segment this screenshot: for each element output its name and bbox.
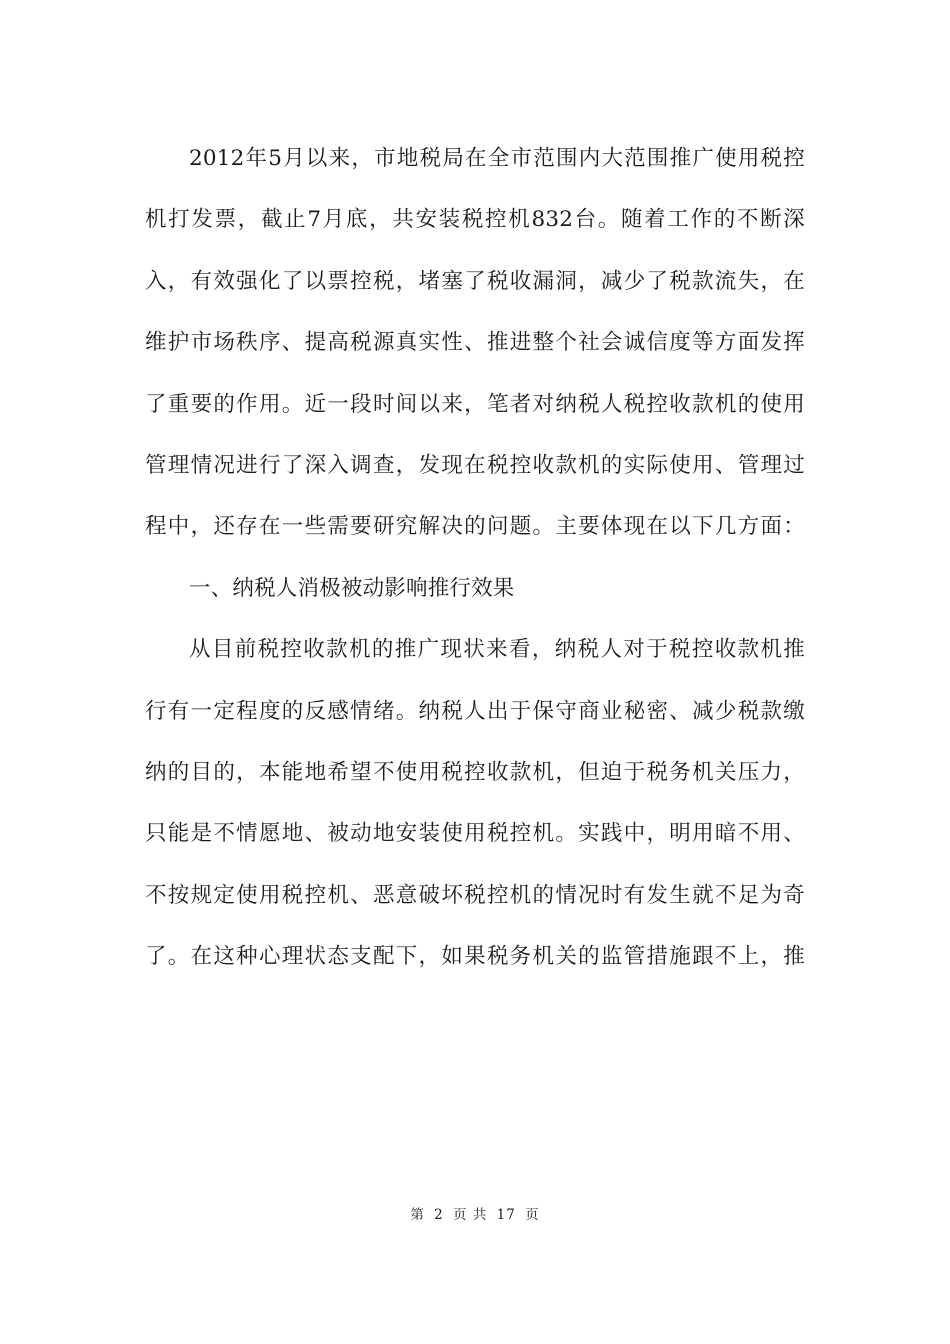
- paragraph-intro: [145, 128, 805, 558]
- text-line: 行有一定程度的反感情绪。纳税人出于保守商业秘密、减少税款缴: [145, 698, 805, 724]
- footer-suffix: 页: [525, 1207, 540, 1223]
- footer-page-total: 17: [496, 1207, 516, 1223]
- text-line: 纳的目的，本能地希望不使用税控收款机，但迫于税务机关压力，: [145, 759, 805, 785]
- footer-prefix: 第: [410, 1207, 425, 1223]
- paragraph-section-one: [145, 619, 805, 987]
- text-line: 了重要的作用。近一段时间以来，笔者对纳税人税控收款机的使用: [145, 391, 805, 417]
- text-line: 2012年5月以来，市地税局在全市范围内大范围推广使用税控: [189, 146, 805, 171]
- footer-page-number: 2: [434, 1207, 444, 1223]
- text-line: 机打发票，截止7月底，共安装税控机832台。随着工作的不断深: [145, 207, 805, 233]
- text-line: 入，有效强化了以票控税，堵塞了税收漏洞，减少了税款流失，在: [145, 268, 805, 294]
- section-heading-text: 一、纳税人消极被动影响推行效果: [189, 575, 515, 601]
- document-body: [145, 128, 805, 987]
- text-line: 只能是不情愿地、被动地安装使用税控机。实践中，明用暗不用、: [145, 821, 805, 847]
- text-line: 程中，还存在一些需要研究解决的问题。主要体现在以下几方面：: [145, 514, 805, 540]
- text-line: 不按规定使用税控机、恶意破坏税控机的情况时有发生就不足为奇: [145, 882, 805, 908]
- text-line: 维护市场秩序、提高税源真实性、推进整个社会诚信度等方面发挥: [145, 330, 805, 356]
- page-footer: [0, 1203, 950, 1223]
- footer-mid: 页 共: [453, 1207, 488, 1223]
- text-line: 了。在这种心理状态支配下，如果税务机关的监管措施跟不上，推: [145, 944, 805, 970]
- section-heading: [145, 558, 805, 619]
- text-line: 从目前税控收款机的推广现状来看，纳税人对于税控收款机推: [189, 637, 805, 663]
- text-line: 管理情况进行了深入调查，发现在税控收款机的实际使用、管理过: [145, 452, 805, 478]
